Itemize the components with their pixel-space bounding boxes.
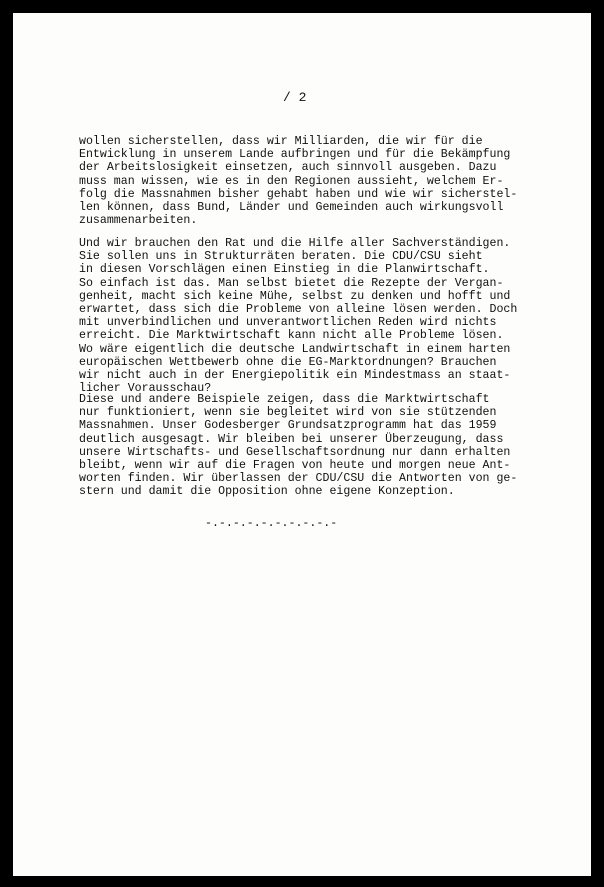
- text-line: genheit, macht sich keine Mühe, selbst zu denken und hofft und: [79, 289, 511, 303]
- text-line: So einfach ist das. Man selbst bietet die Rezepte der Vergan-: [79, 276, 504, 290]
- text-line: Entwicklung in unserem Lande aufbringen und für die Bekämpfung: [79, 148, 511, 162]
- text-line: nur funktioniert, wenn sie begleitet wird von sie stützenden: [79, 406, 497, 420]
- text-line: deutlich ausgesagt. Wir bleiben bei unserer Überzeugung, dass: [79, 432, 504, 446]
- text-line: Sie sollen uns in Strukturräten beraten. Die CDU/CSU sieht: [79, 250, 483, 264]
- text-line: Massnahmen. Unser Godesberger Grundsatzprogramm hat das 1959: [79, 419, 497, 433]
- text-line: len können, dass Bund, Länder und Gemeinden auch wirkungsvoll: [79, 201, 504, 215]
- text-line: folg die Massnahmen bisher gehabt haben und wie wir sicherstel-: [79, 187, 518, 201]
- text-line: bleibt, wenn wir auf die Fragen von heute und morgen neue Ant-: [79, 459, 511, 473]
- text-line: erreicht. Die Marktwirtschaft kann nicht alle Probleme lösen.: [79, 329, 504, 343]
- text-line: Diese und andere Beispiele zeigen, dass die Marktwirtschaft: [79, 393, 490, 406]
- text-line: stern und damit die Opposition ohne eigene Konzeption.: [79, 485, 455, 499]
- end-mark: -.-.-.-.-.-.-.-.-.-: [205, 517, 338, 530]
- page-number: / 2: [283, 90, 307, 105]
- text-line: wir nicht auch in der Energiepolitik ein Mindestmass an staat-: [79, 369, 511, 383]
- text-line: in diesen Vorschlägen einen Einstieg in die Planwirtschaft.: [79, 263, 490, 277]
- paragraph-3: [79, 393, 559, 499]
- text-line: worten finden. Wir überlassen der CDU/CSU die Antworten von ge-: [79, 472, 518, 486]
- text-line: Und wir brauchen den Rat und die Hilfe aller Sachverständigen.: [79, 237, 511, 250]
- text-line: der Arbeitslosigkeit einsetzen, auch sinnvoll ausgeben. Dazu: [79, 161, 497, 175]
- text-line: zusammenarbeiten.: [79, 214, 198, 228]
- text-line: Wo wäre eigentlich die deutsche Landwirtschaft in einem harten: [79, 342, 511, 356]
- text-line: europäischen Wettbewerb ohne die EG-Marktordnungen? Brauchen: [79, 355, 497, 369]
- document-page: [13, 13, 591, 876]
- text-line: mit unverbindlichen und unverantwortlichen Reden wird nichts: [79, 316, 497, 330]
- text-line: muss man wissen, wie es in den Regionen aussieht, welchem Er-: [79, 174, 504, 188]
- text-line: licher Vorausschau?: [79, 382, 212, 396]
- text-line: erwartet, dass sich die Probleme von alleine lösen werden. Doch: [79, 303, 518, 317]
- text-line: wollen sicherstellen, dass wir Milliarden, die wir für die: [79, 135, 483, 148]
- paragraph-1: [79, 135, 559, 227]
- paragraph-2: [79, 237, 559, 395]
- text-line: unsere Wirtschafts- und Gesellschaftsordnung nur dann erhalten: [79, 445, 511, 459]
